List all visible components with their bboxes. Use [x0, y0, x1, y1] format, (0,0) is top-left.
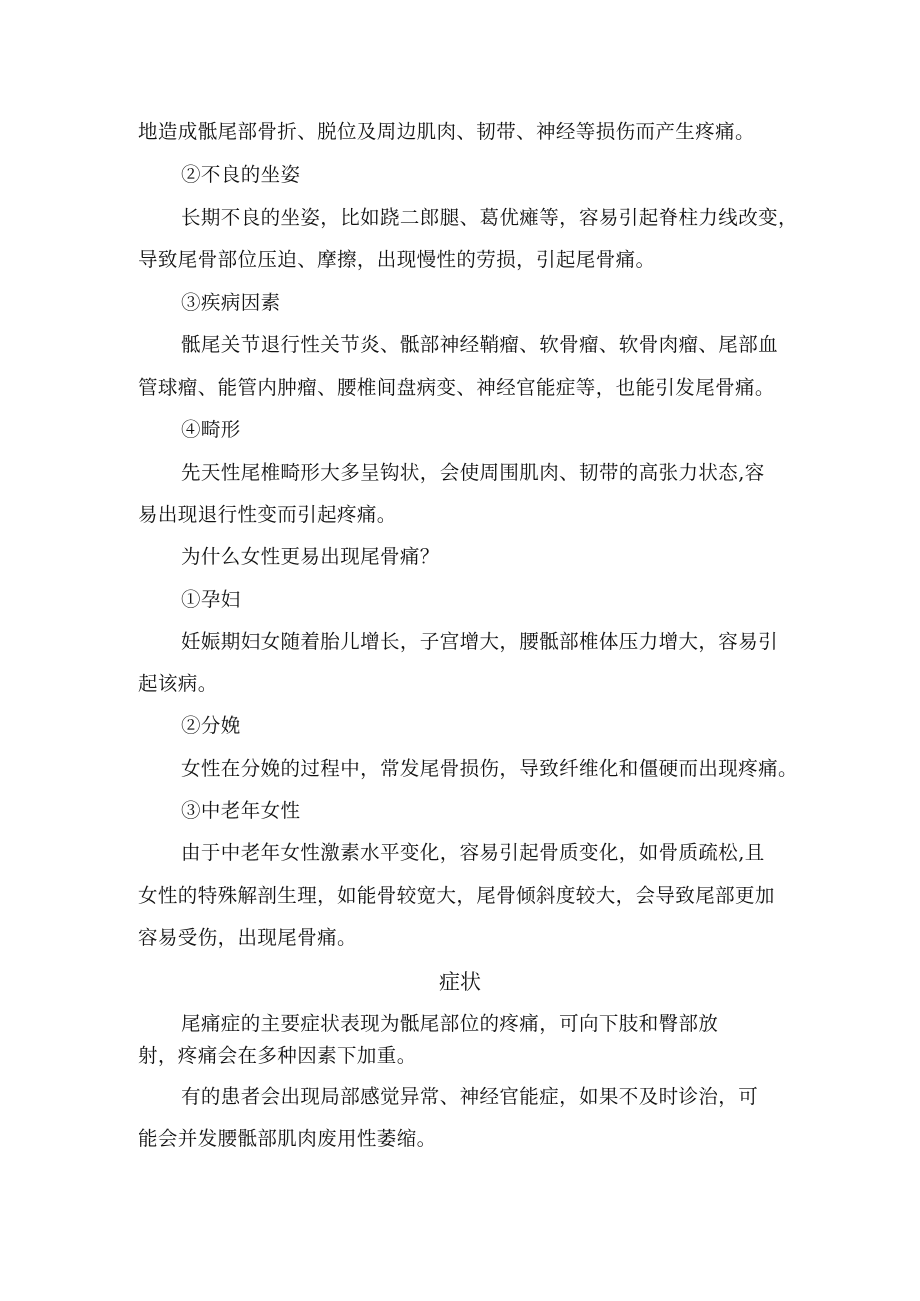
question-heading: 为什么女性更易出现尾骨痛？	[181, 545, 440, 568]
paragraph-line: 由于中老年女性激素水平变化，容易引起骨质变化，如骨质疏松,且	[181, 841, 765, 864]
paragraph-line: 尾痛症的主要症状表现为骶尾部位的疼痛，可向下肢和臀部放	[181, 1012, 719, 1035]
subheading-disease-factors: ③疾病因素	[181, 291, 281, 314]
paragraph-line: 有的患者会出现局部感觉异常、神经官能症，如果不及时诊治，可	[181, 1085, 759, 1108]
subheading-bad-posture: ②不良的坐姿	[181, 163, 301, 186]
subheading-pregnant: ①孕妇	[181, 588, 241, 611]
subheading-deformity: ④畸形	[181, 418, 241, 441]
paragraph-line: 管球瘤、能管内肿瘤、腰椎间盘病变、神经官能症等，也能引发尾骨痛。	[138, 376, 775, 399]
paragraph-line: 先天性尾椎畸形大多呈钩状，会使周围肌肉、韧带的高张力状态,容	[181, 461, 765, 484]
paragraph-line: 女性在分娩的过程中，常发尾骨损伤，导致纤维化和僵硬而出现疼痛。	[181, 757, 798, 780]
paragraph-line: 易出现退行性变而引起疼痛。	[138, 503, 397, 526]
subheading-middle-aged-women: ③中老年女性	[181, 799, 301, 822]
paragraph-line: 起该病。	[138, 672, 218, 695]
paragraph-line: 妊娠期妇女随着胎儿增长，子宫增大，腰骶部椎体压力增大，容易引	[181, 630, 779, 653]
paragraph-line: 长期不良的坐姿，比如跷二郎腿、葛优瘫等，容易引起脊柱力线改变，	[181, 206, 798, 229]
paragraph-line: 容易受伤，出现尾骨痛。	[138, 926, 357, 949]
section-heading: 症状	[439, 970, 481, 994]
paragraph-line: 女性的特殊解剖生理，如能骨较宽大，尾骨倾斜度较大，会导致尾部更加	[138, 884, 775, 907]
paragraph-line: 骶尾关节退行性关节炎、骶部神经鞘瘤、软骨瘤、软骨肉瘤、尾部血	[181, 333, 779, 356]
paragraph-line: 地造成骶尾部骨折、脱位及周边肌肉、韧带、神经等损伤而产生疼痛。	[138, 120, 755, 143]
paragraph-line: 导致尾骨部位压迫、摩擦，出现慢性的劳损，引起尾骨痛。	[138, 248, 656, 271]
paragraph-line: 能会并发腰骶部肌肉废用性萎缩。	[138, 1127, 437, 1150]
paragraph-line: 射，疼痛会在多种因素下加重。	[138, 1044, 417, 1067]
subheading-childbirth: ②分娩	[181, 714, 241, 737]
